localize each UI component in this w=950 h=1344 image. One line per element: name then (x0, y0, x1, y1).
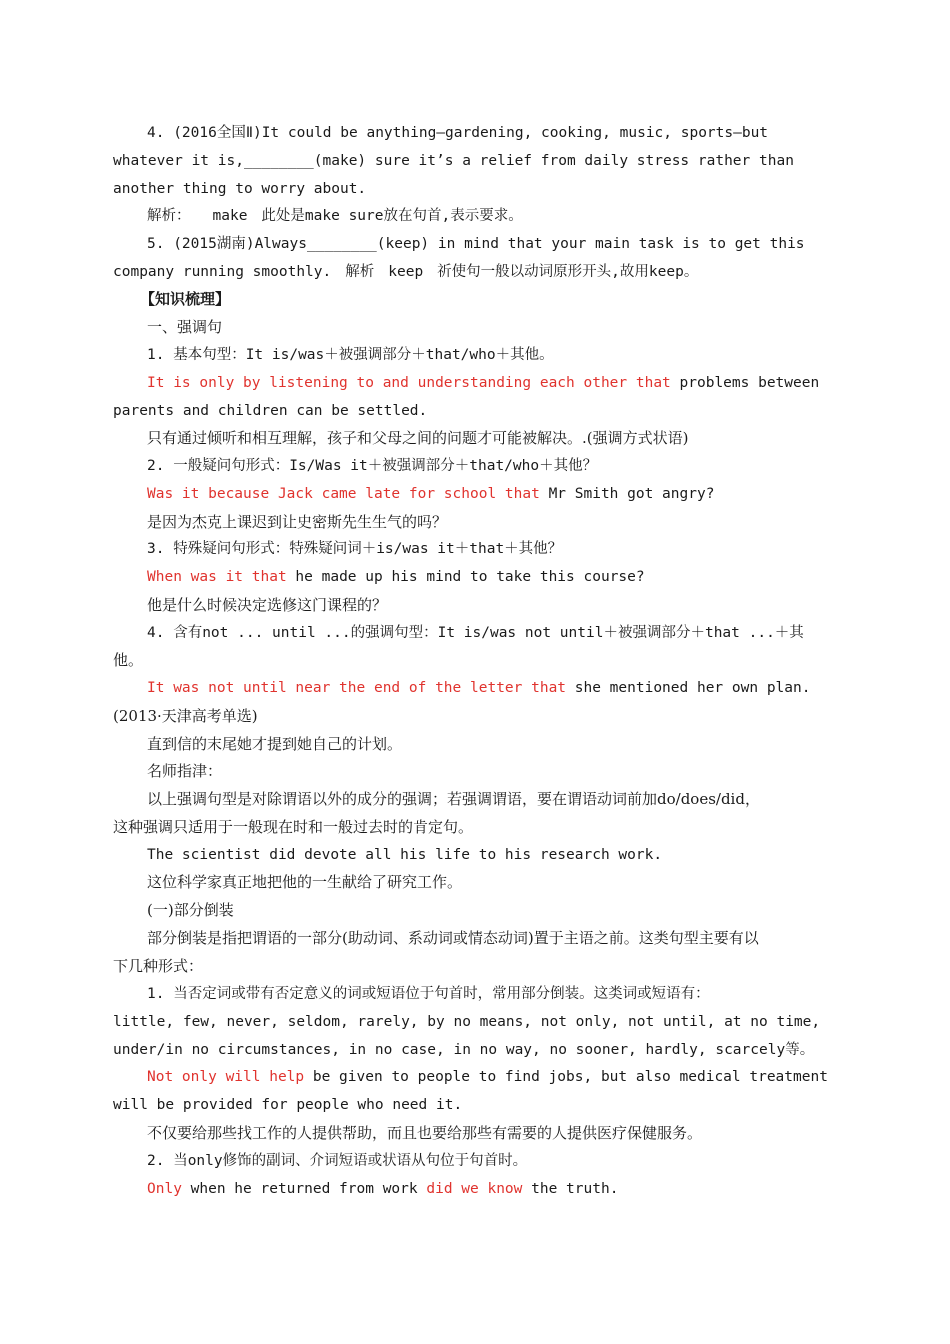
example-highlight: Was it because Jack came late for school that (147, 486, 540, 502)
inv1-example (147, 1067, 840, 1087)
analysis-label: 解析 (345, 264, 375, 280)
analysis-answer: keep (388, 264, 424, 280)
tip-line2: 这种强调只适用于一般现在时和一般过去时的肯定句。 (113, 818, 474, 836)
subsection-title-inversion: (一)部分倒装 (147, 901, 234, 919)
analysis-label: 解析： (147, 208, 191, 224)
analysis-text: 此处是make sure放在句首,表示要求。 (261, 208, 523, 224)
q4-line2: whatever it is,________(make) sure it’s a relief from daily stress rather than (113, 153, 794, 169)
analysis-text: 祈使句一般以动词原形开头,故用keep。 (437, 264, 699, 280)
example-highlight: did we know (426, 1181, 523, 1197)
inv2-line1: 2. 当only修饰的副词、介词短语或状语从句位于句首时。 (147, 1153, 528, 1169)
example-highlight: Not only will help (147, 1069, 305, 1085)
q4-analysis (147, 206, 840, 226)
p3-example (147, 567, 840, 587)
tip-label: 名师指津： (147, 762, 223, 780)
example-rest: he made up his mind to take this course? (286, 569, 645, 585)
p3-translation: 他是什么时候决定选修这门课程的？ (147, 596, 388, 614)
example-middle: when he returned from work (181, 1181, 427, 1197)
p4-translation: 直到信的末尾她才提到她自己的计划。 (147, 735, 403, 753)
p2-translation: 是因为杰克上课迟到让史密斯先生生气的吗？ (147, 513, 448, 531)
p1-example-line2: parents and children can be settled. (113, 403, 428, 419)
example-highlight: Only (147, 1181, 182, 1197)
inv1-translation: 不仅要给那些找工作的人提供帮助，而且也要给那些有需要的人提供医疗保健服务。 (147, 1124, 703, 1142)
example-rest: Mr Smith got angry? (539, 486, 715, 502)
subsection-title-emphasis: 一、强调句 (147, 318, 223, 336)
q5-line1: 5. (2015湖南)Always________(keep) in mind that your main task is to get this (147, 236, 805, 252)
p1-translation: 只有通过倾听和相互理解，孩子和父母之间的问题才可能被解决。.(强调方式状语) (147, 429, 689, 447)
example-highlight: It is only by listening to and understanding each other that (147, 375, 671, 391)
tip-example: The scientist did devote all his life to his research work. (147, 847, 663, 863)
section-title: 【知识梳理】 (140, 290, 231, 308)
q5-sentence-end: company running smoothly. (113, 264, 332, 280)
p4-pattern-line2: 他。 (113, 651, 144, 669)
q5-line2 (113, 262, 840, 282)
p3-pattern: 3. 特殊疑问句形式：特殊疑问词＋is/was it＋that＋其他？ (147, 541, 563, 557)
inv1-example-line2: will be provided for people who need it. (113, 1097, 463, 1113)
inversion-intro-line1: 部分倒装是指把谓语的一部分(助动词、系动词或情态动词)置于主语之前。这类句型主要有以 (147, 929, 759, 947)
inversion-intro-line2: 下几种形式： (113, 957, 204, 975)
p1-pattern: 1. 基本句型：It is/was＋被强调部分＋that/who＋其他。 (147, 347, 554, 363)
q4-line1: 4. (2016全国Ⅱ)It could be anything—gardening, cooking, music, sports—but (147, 125, 769, 141)
inv1-line3: under/in no circumstances, in no case, in no way, no sooner, hardly, scarcely等。 (113, 1042, 815, 1058)
example-highlight: It was not until near the end of the letter that (147, 680, 567, 696)
q4-line3: another thing to worry about. (113, 181, 367, 197)
example-rest: be given to people to find jobs, but also medical treatment (304, 1069, 828, 1085)
inv1-line2: little, few, never, seldom, rarely, by no means, not only, not until, at no time, (113, 1014, 821, 1030)
p4-pattern: 4. 含有not ... until ...的强调句型：It is/was not until＋被强调部分＋that ...＋其 (147, 625, 804, 641)
p1-example (147, 373, 840, 393)
analysis-answer: make (212, 208, 248, 224)
p2-pattern: 2. 一般疑问句形式：Is/Was it＋被强调部分＋that/who＋其他？ (147, 458, 598, 474)
example-rest: problems between (670, 375, 820, 391)
example-rest: the truth. (522, 1181, 619, 1197)
p2-example (147, 484, 840, 504)
tip-translation: 这位科学家真正地把他的一生献给了研究工作。 (147, 873, 463, 891)
p4-source: (2013·天津高考单选) (113, 707, 258, 725)
example-highlight: When was it that (147, 569, 287, 585)
p4-example (147, 678, 840, 698)
example-rest: she mentioned her own plan. (566, 680, 811, 696)
tip-line1: 以上强调句型是对除谓语以外的成分的强调；若强调谓语，要在谓语动词前加do/does/did， (147, 790, 760, 808)
inv1-line1: 1. 当否定词或带有否定意义的词或短语位于句首时，常用部分倒装。这类词或短语有： (147, 986, 710, 1002)
inv2-example (147, 1179, 840, 1199)
